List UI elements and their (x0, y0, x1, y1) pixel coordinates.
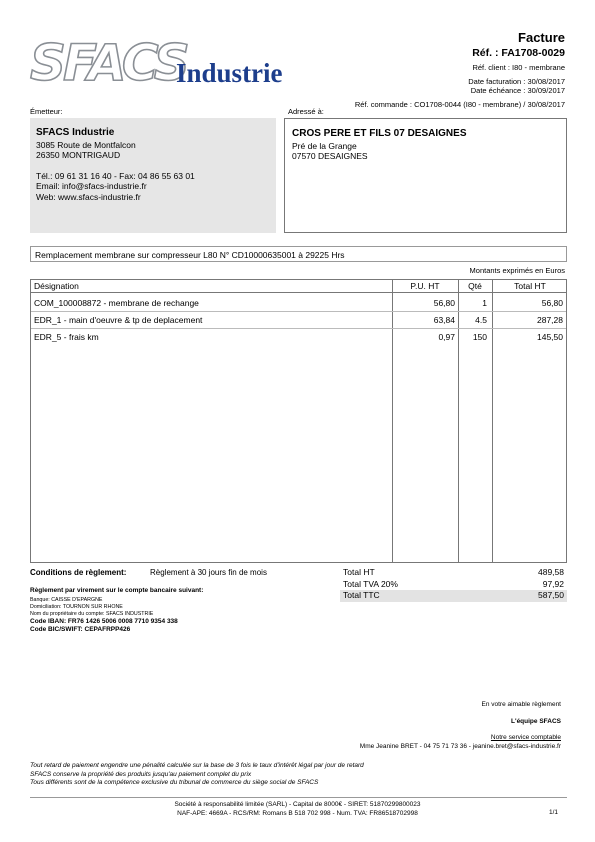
total-ht-row (340, 567, 567, 579)
bank-name: Banque: CAISSE D'EPARGNE (30, 597, 103, 603)
sender-label: Émetteur: (30, 107, 63, 116)
accounting-service: Notre service comptable (490, 734, 561, 741)
sender-address-1: 3085 Route de Montfalcon (36, 139, 136, 150)
accounting-contact: Mme Jeanine BRET - 04 75 71 73 36 - jeanine.bret@sfacs-industrie.fr (359, 743, 561, 750)
row-1-unit-price: 56,80 (433, 298, 455, 308)
bic-code: Code BIC/SWIFT: CEPAFRPP426 (30, 626, 131, 633)
total-ht-label: Total HT (343, 567, 375, 577)
total-ttc-value: 587,50 (538, 590, 564, 600)
sender-web: Web: www.sfacs-industrie.fr (36, 191, 141, 202)
legal-notes (30, 762, 364, 788)
total-ttc-label: Total TTC (343, 590, 380, 600)
page-number: 1/1 (548, 809, 558, 816)
row-3-quantity: 150 (472, 332, 487, 342)
bank-transfer-title: Règlement par virement sur le compte bancaire suivant: (30, 587, 204, 594)
sender-name: SFACS Industrie (36, 127, 115, 138)
invoice-date: Date facturation : 30/08/2017 (468, 77, 565, 86)
invoice-title: Facture (518, 30, 565, 45)
total-tva-value: 97,92 (542, 578, 564, 589)
total-ttc-row (340, 590, 567, 602)
row-2-total: 287,28 (537, 315, 563, 325)
company-logo (30, 34, 320, 92)
header-designation: Désignation (34, 281, 79, 291)
recipient-label: Adressé à: (288, 107, 324, 116)
client-ref: Réf. client : I80 - membrane (472, 63, 565, 72)
footer-line-1: Société à responsabilité limitée (SARL) - Capital de 8000€ - SIRET: 51870299800023 (174, 801, 421, 808)
bank-domiciliation: Domiciliation: TOURNON SUR RHONE (30, 604, 123, 610)
row-2-designation: EDR_1 - main d'oeuvre & tp de deplacement (34, 315, 203, 325)
row-2-unit-price: 63,84 (433, 315, 455, 325)
header-total: Total HT (514, 281, 546, 291)
legal-note-2: SFACS conserve la propriété des produits jusqu'au paiement complet du prix (30, 770, 252, 778)
row-1-quantity: 1 (482, 298, 487, 308)
currency-note: Montants exprimés en Euros (469, 266, 565, 275)
footer (0, 800, 595, 818)
invoice-header (355, 30, 565, 109)
sender-address-2: 26350 MONTRIGAUD (36, 150, 121, 160)
row-3-total: 145,50 (537, 332, 563, 342)
footer-line-2: NAF-APE: 4669A - RCS/RM: Romans B 518 702 998 - Num. TVA: FR86518702998 (177, 810, 418, 817)
sender-box (30, 118, 276, 233)
payment-conditions (30, 568, 267, 577)
invoice-subject: Remplacement membrane sur compresseur L80 N° CD10000635001 à 29225 Hrs (30, 246, 567, 262)
header-quantity: Qté (468, 281, 482, 291)
total-ht-value: 489,58 (538, 567, 564, 577)
row-1-total: 56,80 (541, 298, 563, 308)
legal-note-1: Tout retard de paiement engendre une pénalité calculée sur la base de 3 fois le taux d'intérêt légal par jour de retard (30, 762, 364, 769)
total-tva-row (340, 579, 567, 591)
payment-conditions-value: Règlement à 30 jours fin de mois (150, 568, 267, 577)
closing-line: En votre aimable règlement (481, 701, 561, 708)
recipient-name: CROS PERE ET FILS 07 DESAIGNES (292, 128, 467, 139)
table-header (31, 280, 566, 293)
header-unit-price: P.U. HT (410, 281, 440, 291)
iban-code: Code IBAN: FR76 1426 5006 0008 7710 9354 338 (30, 618, 178, 625)
row-2-quantity: 4.5 (475, 315, 487, 325)
payment-conditions-label: Conditions de règlement: (30, 568, 127, 577)
sender-phone: Tél.: 09 61 31 16 40 - Fax: 04 86 55 63 01 (36, 170, 195, 181)
totals-block (340, 567, 567, 602)
recipient-box (284, 118, 567, 233)
total-tva-label: Total TVA 20% (343, 578, 398, 589)
row-3-designation: EDR_5 - frais km (34, 332, 99, 342)
row-1-designation: COM_100008872 - membrane de rechange (34, 298, 199, 308)
recipient-address-2: 07570 DESAIGNES (292, 151, 368, 161)
legal-note-3: Tous différents sont de la compétence exclusive du tribunal de commerce du siège social de SFACS (30, 779, 319, 786)
items-table (30, 279, 567, 563)
order-ref: Réf. commande : CO1708-0044 (I80 - membrane) / 30/08/2017 (354, 100, 565, 109)
logo-sfacs-text: SFACS (30, 34, 187, 92)
recipient-address-1: Pré de la Grange (292, 140, 357, 151)
row-3-unit-price: 0,97 (438, 332, 455, 342)
due-date: Date échéance : 30/09/2017 (470, 86, 565, 95)
bank-transfer-info (30, 587, 330, 634)
invoice-ref: Réf. : FA1708-0029 (472, 47, 565, 59)
account-owner: Nom du propriétaire du compte: SFACS INDUSTRIE (30, 611, 154, 617)
team-signature: L'équipe SFACS (511, 718, 561, 725)
logo-industrie-text: Industrie (176, 58, 283, 88)
footer-divider (30, 797, 567, 798)
sender-email: Email: info@sfacs-industrie.fr (36, 181, 147, 191)
